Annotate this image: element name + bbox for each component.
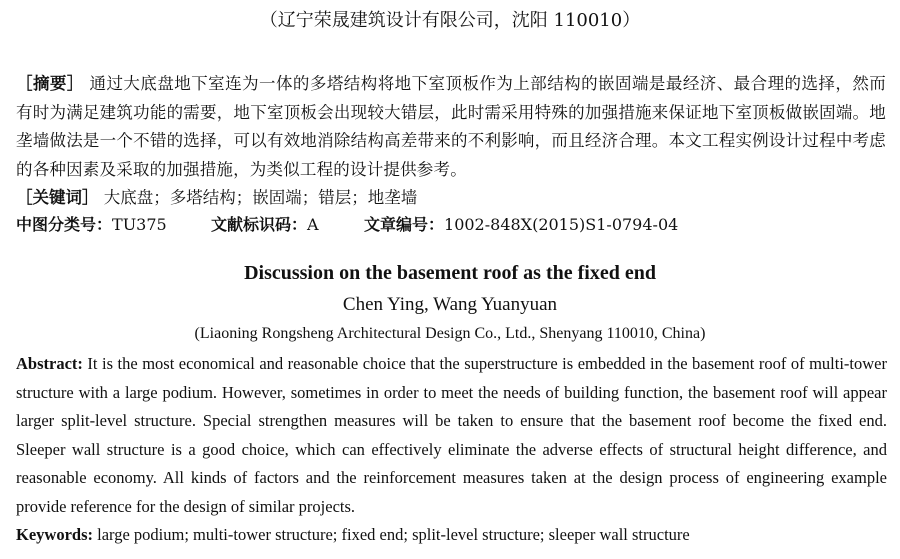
chinese-abstract	[16, 70, 886, 184]
article-no-value: 1002-848X(2015)S1-0794-04	[444, 215, 679, 234]
english-affiliation: (Liaoning Rongsheng Architectural Design Co., Ltd., Shenyang 110010, China)	[194, 325, 706, 342]
article-no-group	[364, 212, 678, 238]
clc-group	[16, 212, 211, 238]
english-abstract-label: Abstract:	[16, 354, 83, 373]
chinese-keywords-text: 大底盘；多塔结构；嵌固端；错层；地垄墙	[103, 188, 418, 207]
english-authors: Chen Ying, Wang Yuanyuan	[342, 294, 558, 315]
doc-code-group	[211, 212, 364, 238]
doc-code-label: 文献标识码：	[211, 215, 308, 234]
english-keywords-text: large podium; multi-tower structure; fixed end; split-level structure; sleeper wall structure	[97, 525, 690, 544]
article-no-label: 文章编号：	[364, 215, 445, 234]
chinese-classification-line	[16, 212, 886, 238]
english-abstract-text: It is the most economical and reasonable choice that the superstructure is embedded in the basement roof of multi-tower structure with a large podium. However, sometimes in order to meet the needs of building function, the basement roof will appear larger split-level structure. Special strengthen measures will be taken to ensure that the basement roof become the fixed end. Sleeper wall structure is a good choice, which can effectively eliminate the adverse effects of structural height difference, and reasonable economy. All kinds of factors and the reinforcement measures taken at the design process of engineering example provide reference for the design of similar projects.	[16, 354, 887, 516]
clc-label: 中图分类号：	[16, 215, 113, 234]
chinese-abstract-label: ［摘要］	[16, 74, 84, 93]
english-title: Discussion on the basement roof as the fixed end	[244, 262, 656, 284]
chinese-keywords-label: ［关键词］	[16, 188, 99, 207]
english-abstract	[16, 350, 887, 522]
doc-code-value: A	[307, 215, 319, 234]
english-keywords	[16, 522, 887, 548]
english-keywords-label: Keywords:	[16, 525, 93, 544]
chinese-abstract-text: 通过大底盘地下室连为一体的多塔结构将地下室顶板作为上部结构的嵌固端是最经济、最合理的选择，然而有时为满足建筑功能的需要，地下室顶板会出现较大错层，此时需采用特殊的加强措施来保证地下室顶板做嵌固端。地垄墙做法是一个不错的选择，可以有效地消除结构高差带来的不利影响，而且经济合理。本文工程实例设计过程中考虑的各种因素及采取的加强措施，为类似工程的设计提供参考。	[16, 74, 886, 179]
chinese-keywords	[16, 185, 417, 211]
chinese-affiliation: （辽宁荣晟建筑设计有限公司，沈阳 110010）	[259, 10, 641, 31]
clc-value: TU375	[112, 215, 167, 234]
